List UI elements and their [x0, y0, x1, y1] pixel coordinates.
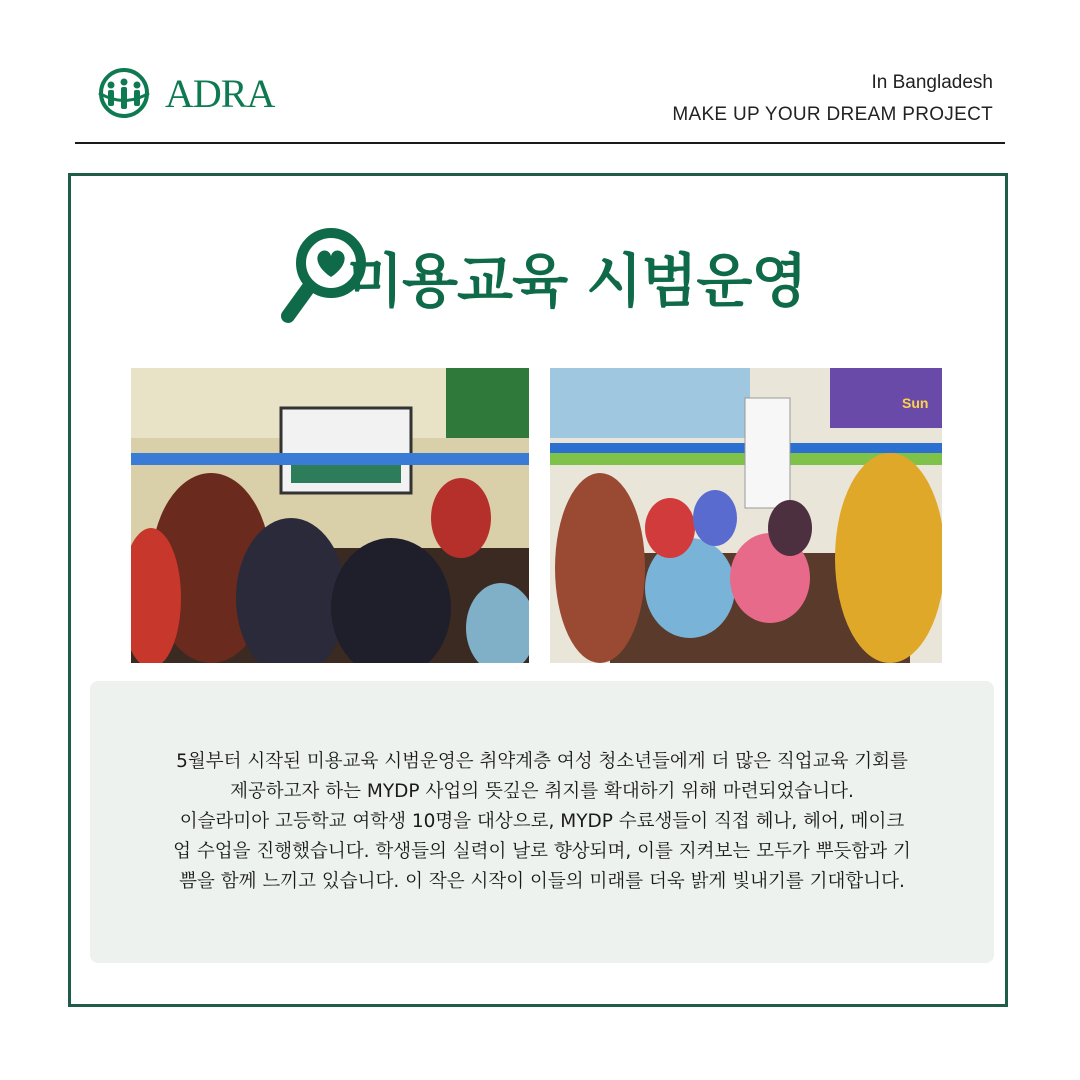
adra-logo: [89, 68, 274, 118]
class-photo-left: [131, 368, 529, 663]
logo-text: ADRA: [165, 70, 275, 116]
project-name: MAKE UP YOUR DREAM PROJECT: [672, 104, 993, 125]
class-photo-right: [550, 368, 942, 663]
description-line: 5월부터 시작된 미용교육 시범운영은 취약계층 여성 청소년들에게 더 많은 직업교육 기회를: [176, 751, 908, 772]
banner-text: Sun: [902, 395, 929, 411]
title-block: [276, 216, 806, 336]
description-line: 업 수업을 진행했습니다. 학생들의 실력이 날로 향상되며, 이를 지켜보는 모두가 뿌듯함과 기: [173, 841, 911, 862]
content-frame: [68, 173, 1008, 1007]
description-box: [90, 681, 994, 963]
description-line: 쁨을 함께 느끼고 있습니다. 이 작은 시작이 이들의 미래를 더욱 밝게 빛내기를 기대합니다.: [179, 871, 905, 892]
country-label: In Bangladesh: [871, 72, 993, 93]
description-line: 제공하고자 하는 MYDP 사업의 뜻깊은 취지를 확대하기 위해 마련되었습니다.: [230, 781, 854, 802]
description-text: [112, 747, 972, 897]
adra-logo-icon: [89, 68, 159, 118]
page-title: 미용교육 시범운영: [347, 247, 807, 315]
description-line: 이슬라미아 고등학교 여학생 10명을 대상으로, MYDP 수료생들이 직접 헤나, 헤어, 메이크: [179, 811, 905, 832]
page-header: [75, 60, 1005, 144]
